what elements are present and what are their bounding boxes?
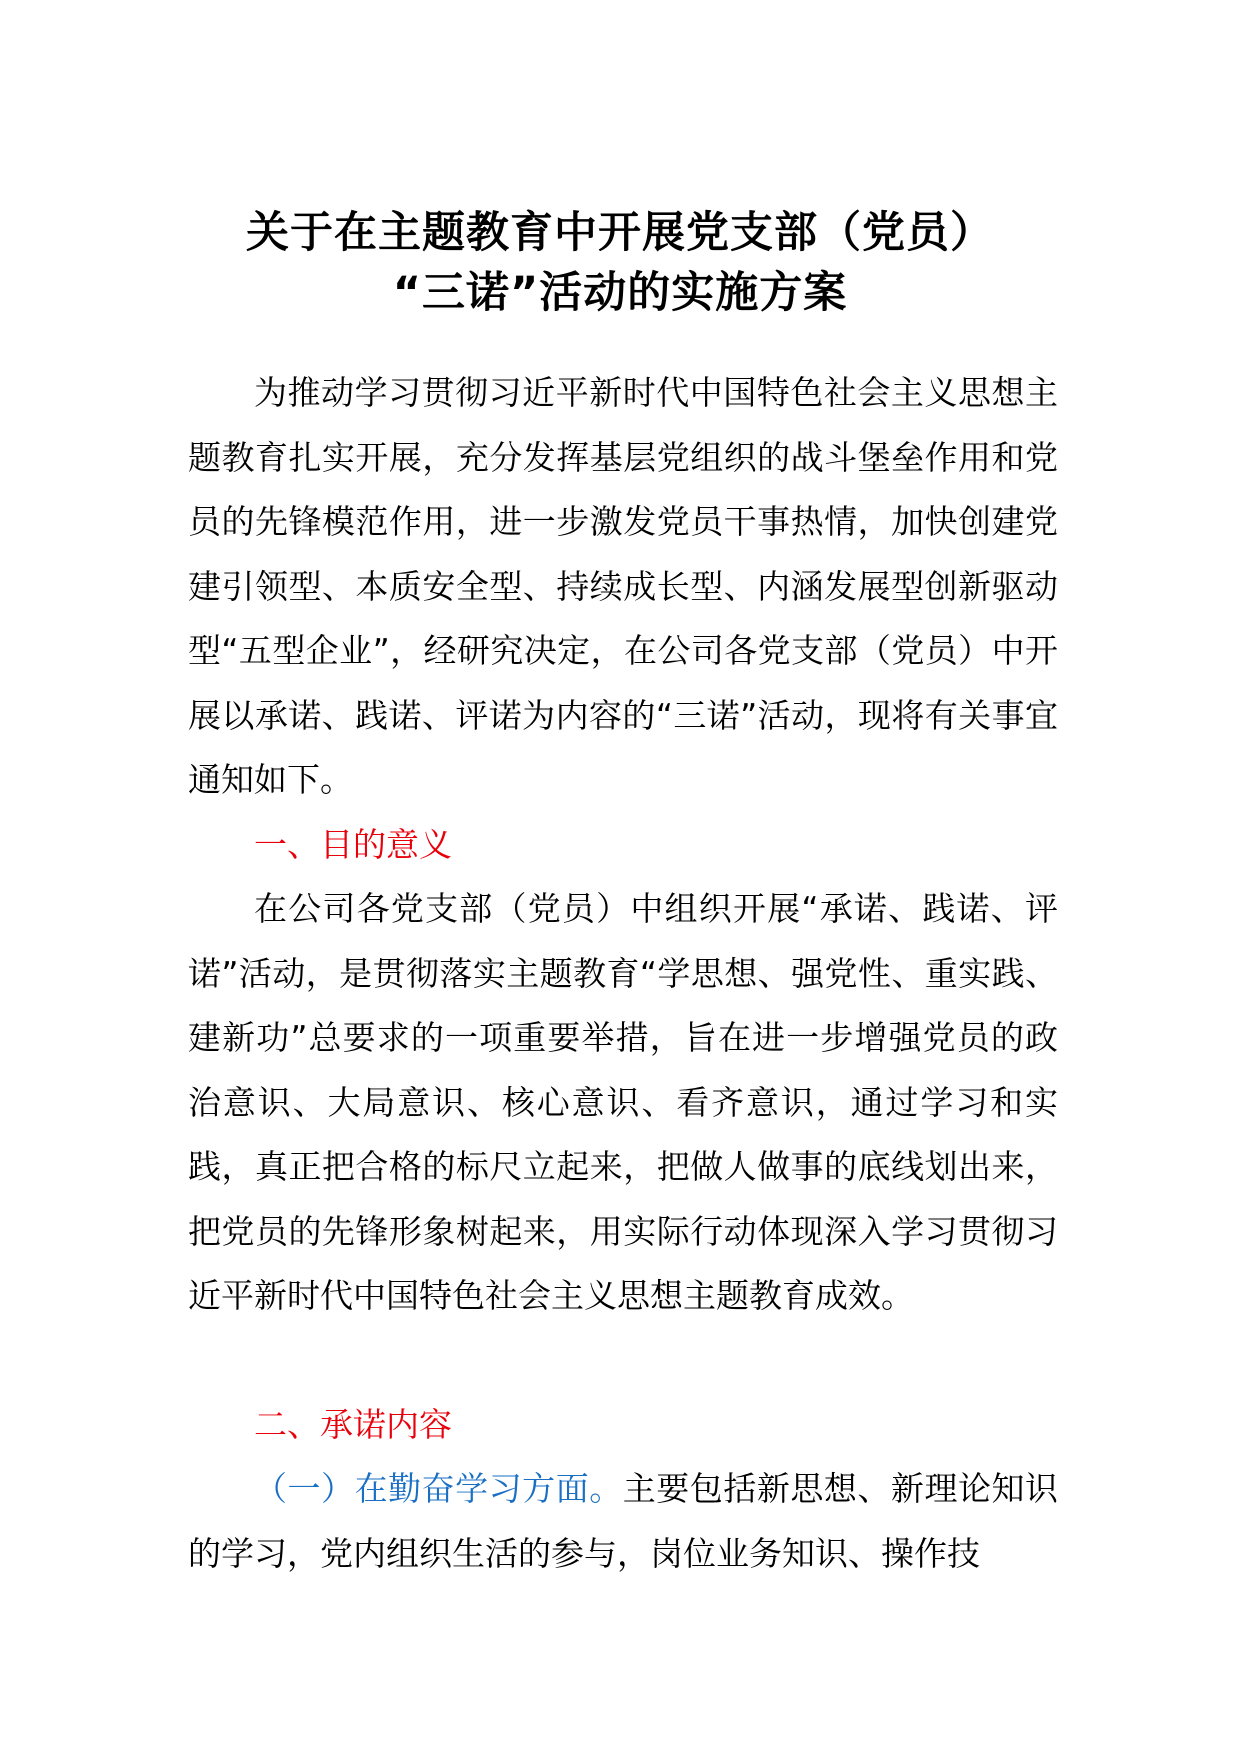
section-1-paragraph: 在公司各党支部（党员）中组织开展“承诺、践诺、评诺”活动，是贯彻落实主题教育“学思想、强党性、重实践、建新功”总要求的一项重要举措，旨在进一步增强党员的政治意识、大局意识、核心意识、看齐意识，通过学习和实践，真正把合格的标尺立起来，把做人做事的底线划出来，把党员的先锋形象树起来，用实际行动体现深入学习贯彻习近平新时代中国特色社会主义思想主题教育成效。 xyxy=(188,889,1058,1315)
intro-paragraph: 为推动学习贯彻习近平新时代中国特色社会主义思想主题教育扎实开展，充分发挥基层党组织的战斗堡垒作用和党员的先锋模范作用，进一步激发党员干事热情，加快创建党建引领型、本质安全型、持续成长型、内涵发展型创新驱动型“五型企业”，经研究决定，在公司各党支部（党员）中开展以承诺、践诺、评诺为内容的“三诺”活动，现将有关事宜通知如下。 xyxy=(188,373,1058,799)
section-2-subsection-1-paragraph xyxy=(188,1457,1058,1586)
subsection-1-lead: （一）在勤奋学习方面。 xyxy=(254,1469,623,1508)
document-title-line-1: 关于在主题教育中开展党支部（党员） xyxy=(246,208,994,258)
section-1-heading: 一、目的意义 xyxy=(254,825,452,864)
document-title-line-2: “三诺”活动的实施方案 xyxy=(392,268,848,318)
section-2-heading: 二、承诺内容 xyxy=(254,1405,452,1444)
subsection-1-text: 主要包括新思想、新理论知识的学习，党内组织生活的参与，岗位业务知识、操作技 xyxy=(188,1469,1059,1573)
